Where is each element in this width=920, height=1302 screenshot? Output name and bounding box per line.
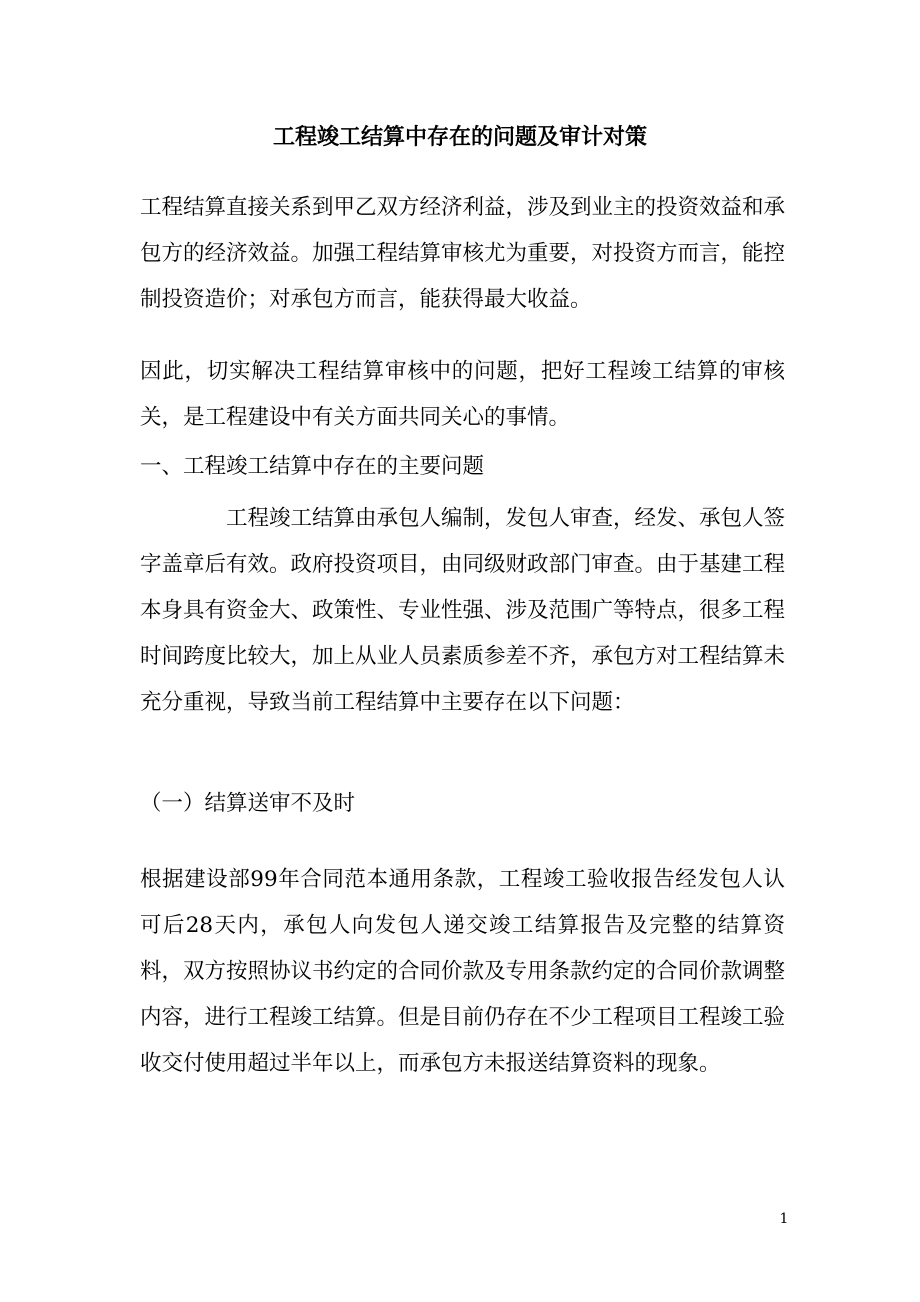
main-problems-paragraph: 工程竣工结算由承包人编制，发包人审查，经发、承包人签字盖章后有效。政府投资项目，由同级财政部门审查。由于基建工程本身具有资金大、政策性、专业性强、涉及范围广等特点，很多工程时间跨度比较大，加上从业人员素质参差不齐，承包方对工程结算未充分重视，导致当前工程结算中主要存在以下问题： — [140, 506, 786, 715]
intro-paragraph: 工程结算直接关系到甲乙双方经济利益，涉及到业主的投资效益和承包方的经济效益。加强工程结算审核尤为重要，对投资方而言，能控制投资造价；对承包方而言，能获得最大收益。 — [140, 195, 786, 312]
page-number: 1 — [779, 1211, 789, 1227]
importance-paragraph: 因此，切实解决工程结算审核中的问题，把好工程竣工结算的审核关，是工程建设中有关方面共同关心的事情。 — [140, 359, 785, 430]
late-submission-paragraph: 根据建设部99年合同范本通用条款，工程竣工验收报告经发包人认可后28天内，承包人向发包人递交竣工结算报告及完整的结算资料，双方按照协议书约定的合同价款及专用条款约定的合同价款调整内容，进行工程竣工结算。但是目前仍存在不少工程项目工程竣工验收交付使用超过半年以上，而承包方未报送结算资料的现象。 — [140, 867, 786, 1076]
subsection-heading-late-submission: （一）结算送审不及时 — [140, 791, 356, 816]
section-heading-main-problems: 一、工程竣工结算中存在的主要问题 — [140, 454, 485, 479]
document-title: 工程竣工结算中存在的问题及审计对策 — [272, 124, 647, 150]
